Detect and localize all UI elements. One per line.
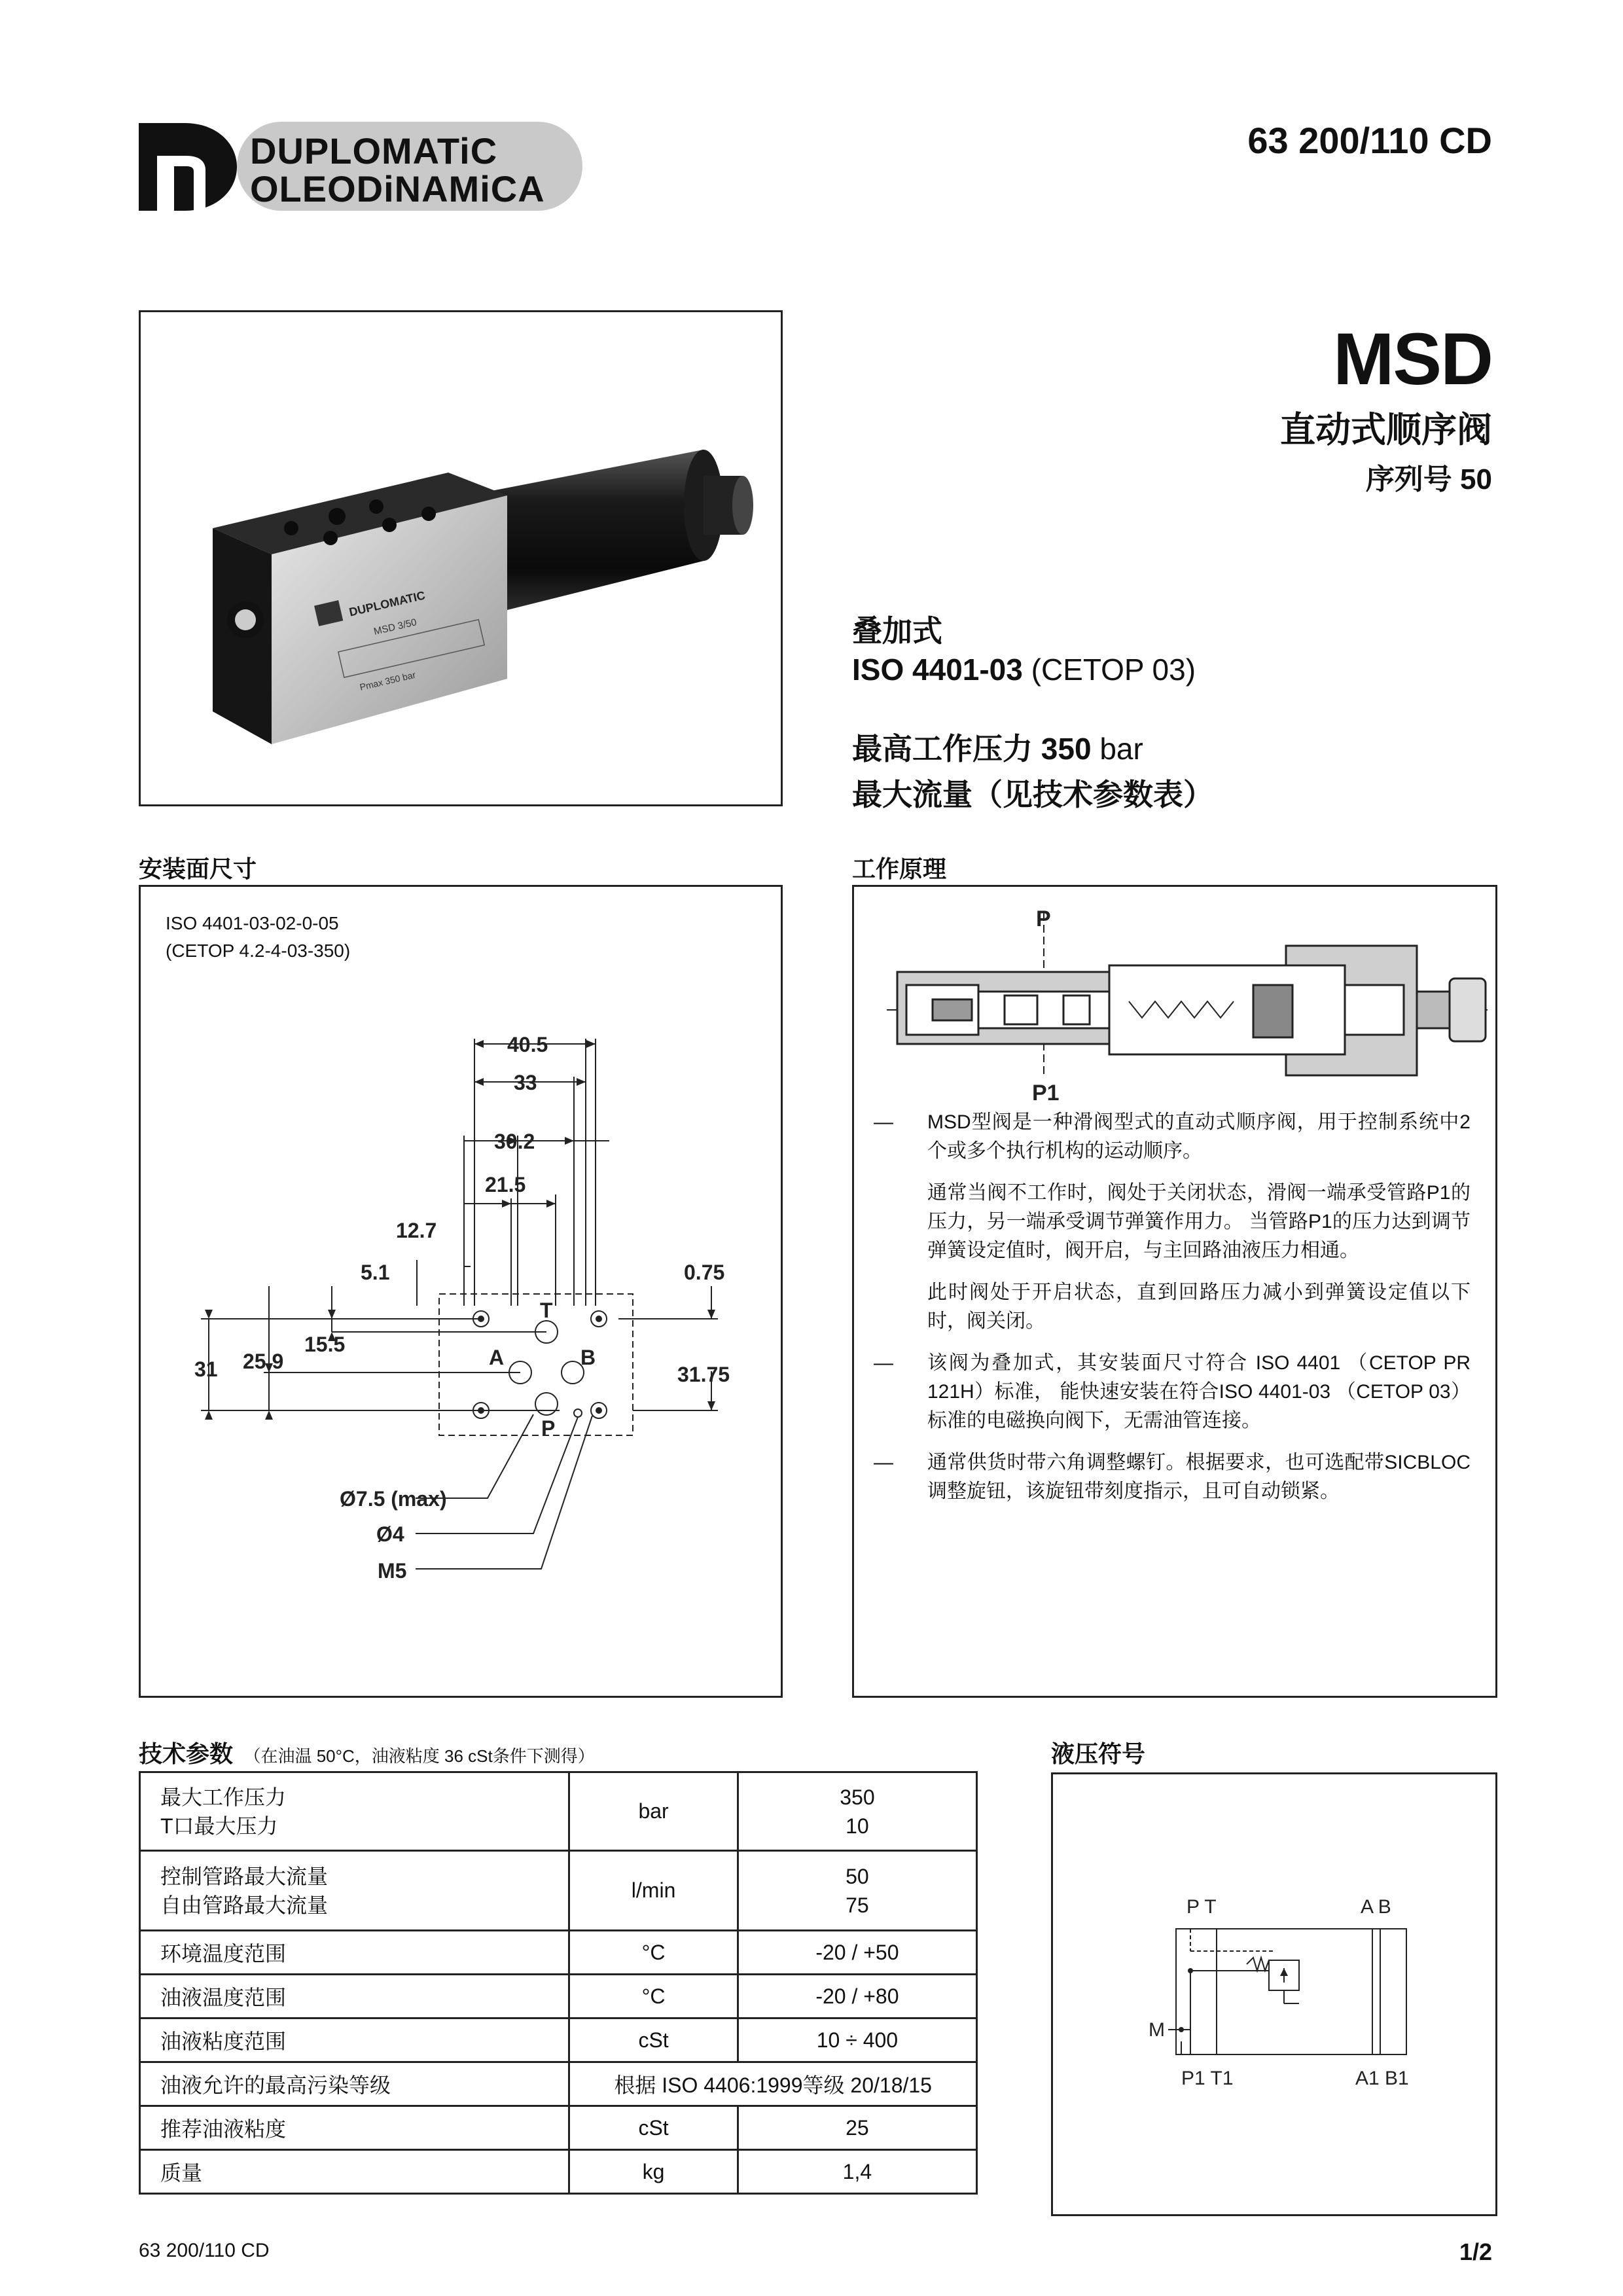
spec-label: 环境温度范围	[140, 1931, 569, 1975]
dim-33: 33	[514, 1071, 537, 1094]
dim-40-5: 40.5	[507, 1033, 548, 1056]
series	[1366, 456, 1492, 497]
specs-title: 技术参数	[139, 1740, 234, 1767]
section-port-p1: P1	[1032, 1081, 1060, 1105]
spec-unit: cSt	[569, 2018, 738, 2062]
principle-bullet-3	[868, 1448, 1471, 1506]
series-value: 50	[1460, 463, 1492, 495]
spec-value: -20 / +50	[738, 1931, 976, 1975]
dim-30-2: 30.2	[494, 1130, 535, 1153]
series-label: 序列号	[1365, 463, 1452, 495]
bullet-1-text: MSD型阀是一种滑阀型式的直动式顺序阀，用于控制系统中2个或多个执行机构的运动顺序。	[927, 1111, 1471, 1162]
spec-value: 根据 ISO 4406:1999等级 20/18/15	[569, 2062, 977, 2106]
symbol-title: 液压符号	[1051, 1740, 1146, 1767]
table-row	[140, 2018, 977, 2062]
iso-std: ISO 4401-03	[852, 653, 1023, 687]
plate-type: MSD 3/50	[372, 617, 418, 637]
spec-unit: bar	[569, 1772, 738, 1851]
mount-type: 叠加式	[852, 614, 942, 648]
cetop: (CETOP 03)	[1031, 653, 1196, 687]
pressure-value: 350	[1041, 732, 1092, 766]
section-drawing	[854, 887, 1495, 1105]
spec-unit: °C	[569, 1931, 738, 1975]
port-b: B	[580, 1346, 596, 1369]
hydraulic-symbol	[1053, 1774, 1495, 2214]
table-row	[140, 1851, 977, 1931]
port-p: P	[541, 1416, 556, 1440]
logo-line1: DUPLOMATiC	[250, 130, 498, 171]
plate-brand: DUPLOMATIC	[348, 588, 427, 619]
symbol-bottom-right: A1 B1	[1355, 2068, 1409, 2089]
pressure-label: 最高工作压力	[852, 732, 1033, 766]
logo	[139, 118, 584, 216]
logo-line2: OLEODiNAMiCA	[250, 168, 545, 209]
bullet-2-text: 该阀为叠加式，其安装面尺寸符合 ISO 4401 （CETOP PR 121H）标准， 能快速安装在符合ISO 4401-03 （CETOP 03）标准的电磁换向阀下，无需油管连接。	[927, 1352, 1471, 1431]
symbol-top-right: A B	[1361, 1896, 1391, 1918]
symbol-frame	[1051, 1772, 1497, 2216]
table-row	[140, 1931, 977, 1975]
spec-value: 10 ÷ 400	[738, 2018, 976, 2062]
bullet-3-text: 通常供货时带六角调整螺钉。根据要求，也可选配带SICBLOC调整旋钮，该旋钮带刻度指示，且可自动锁紧。	[927, 1452, 1471, 1502]
product-photo-frame	[139, 310, 783, 806]
iso-line	[852, 652, 1196, 687]
port-t: T	[540, 1299, 553, 1322]
table-row	[140, 1975, 977, 2018]
port-a: A	[489, 1346, 505, 1369]
spec-value: 25	[738, 2106, 976, 2150]
dim-21-5: 21.5	[485, 1173, 526, 1196]
spec-label: 油液温度范围	[140, 1975, 569, 2018]
dim-m5: M5	[378, 1559, 407, 1583]
table-row	[140, 2150, 977, 2194]
mounting-std2: (CETOP 4.2-4-03-350)	[166, 941, 351, 961]
spec-value: 50 75	[738, 1851, 976, 1931]
specs-table	[139, 1771, 978, 2195]
specs-note: （在油温 50°C，油液粘度 36 cSt条件下测得）	[243, 1746, 595, 1766]
spec-unit: cSt	[569, 2106, 738, 2150]
spec-value: 1,4	[738, 2150, 976, 2194]
spec-value: -20 / +80	[738, 1975, 976, 2018]
doc-code: 63 200/110 CD	[1247, 120, 1492, 161]
mounting-frame	[139, 885, 783, 1698]
symbol-bottom-left: P1 T1	[1181, 2068, 1234, 2089]
symbol-top-left: P T	[1186, 1896, 1217, 1918]
spec-label: 油液允许的最高污染等级	[140, 2062, 569, 2106]
spec-value: 350 10	[738, 1772, 976, 1851]
dim-31: 31	[194, 1357, 218, 1381]
spec-label: 最大工作压力 T口最大压力	[140, 1772, 569, 1851]
table-row	[140, 2062, 977, 2106]
spec-label: 质量	[140, 2150, 569, 2194]
spec-unit: °C	[569, 1975, 738, 2018]
pressure-unit: bar	[1099, 732, 1143, 766]
page-number: 1/2	[1459, 2238, 1492, 2265]
valve-photo	[141, 312, 781, 804]
product-name: 直动式顺序阀	[1280, 410, 1492, 450]
mounting-drawing	[141, 887, 781, 1696]
dim-5-1: 5.1	[361, 1261, 390, 1284]
footer-code: 63 200/110 CD	[139, 2240, 270, 2261]
dim-15-5: 15.5	[304, 1333, 346, 1356]
bullet-dash: —	[874, 1352, 893, 1374]
principle-bullet-2	[868, 1349, 1471, 1435]
dim-dia-4: Ø4	[376, 1522, 404, 1546]
plate-pmax: Pmax 350 bar	[359, 669, 417, 692]
dim-25-9: 25.9	[243, 1350, 284, 1373]
table-row	[140, 2106, 977, 2150]
mounting-std1: ISO 4401-03-02-0-05	[166, 913, 339, 933]
symbol-m: M	[1149, 2019, 1165, 2041]
principle-frame	[852, 885, 1497, 1698]
model-title: MSD	[1333, 318, 1492, 400]
pressure-line	[852, 725, 1143, 768]
spec-label: 控制管路最大流量 自由管路最大流量	[140, 1851, 569, 1931]
dim-0-75: 0.75	[684, 1261, 725, 1284]
principle-para-1: 通常当阀不工作时，阀处于关闭状态，滑阀一端承受管路P1的压力，另一端承受调节弹簧作用力。 当管路P1的压力达到调节弹簧设定值时，阀开启，与主回路油液压力相通。	[927, 1182, 1471, 1261]
specs-title-line	[139, 1736, 595, 1769]
spec-label: 推荐油液粘度	[140, 2106, 569, 2150]
flow-label: 最大流量（见技术参数表）	[852, 778, 1213, 812]
principle-text	[868, 1108, 1471, 1519]
section-port-p: P	[1036, 906, 1051, 931]
spec-label: 油液粘度范围	[140, 2018, 569, 2062]
spec-unit: l/min	[569, 1851, 738, 1931]
dim-12-7: 12.7	[396, 1219, 437, 1242]
mounting-title: 安装面尺寸	[139, 855, 257, 882]
bullet-dash: —	[874, 1111, 893, 1133]
dim-31-75: 31.75	[677, 1363, 730, 1386]
dim-dia-7-5: Ø7.5 (max)	[340, 1487, 447, 1511]
table-row	[140, 1772, 977, 1851]
principle-para-2: 此时阀处于开启状态，直到回路压力减小到弹簧设定值以下时，阀关闭。	[927, 1282, 1471, 1332]
spec-unit: kg	[569, 2150, 738, 2194]
bullet-dash: —	[874, 1452, 893, 1473]
principle-title: 工作原理	[852, 855, 947, 882]
principle-bullet-1	[868, 1108, 1471, 1166]
